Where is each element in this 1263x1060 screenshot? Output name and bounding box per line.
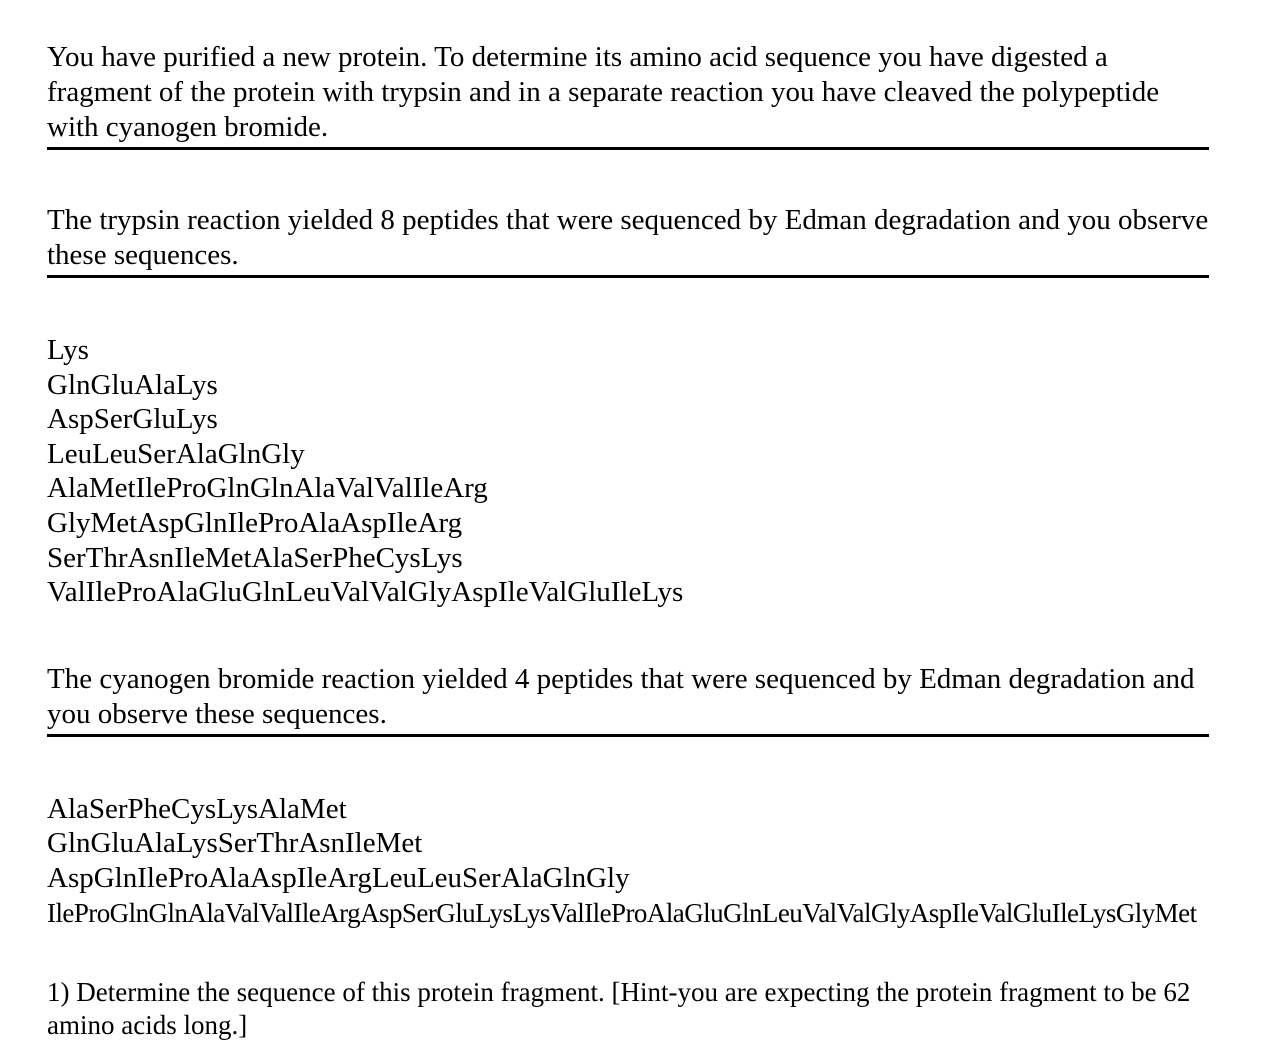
trypsin-peptide: Lys [47, 334, 89, 366]
cnbr-peptide: GlnGluAlaLysSerThrAsnIleMet [47, 827, 423, 860]
cnbr-intro-paragraph: The cyanogen bromide reaction yielded 4 peptides that were sequenced by Edman degradation and you observe these sequences. [47, 662, 1195, 730]
cnbr-peptide-list [47, 792, 1209, 930]
cnbr-peptide: AlaSerPheCysLysAlaMet [47, 792, 347, 825]
trypsin-peptide: SerThrAsnIleMetAlaSerPheCysLys [47, 541, 463, 574]
trypsin-peptide: AlaMetIleProGlnGlnAlaValValIleArg [47, 472, 488, 505]
intro-paragraph: You have purified a new protein. To determine its amino acid sequence you have digested a fragment of the protein with trypsin and in a separate reaction you have cleaved the polypeptide with cyanogen bromide. [47, 41, 1160, 143]
trypsin-peptide: LeuLeuSerAlaGlnGly [47, 437, 305, 470]
trypsin-peptide-list [47, 333, 1209, 610]
document-page [47, 40, 1209, 1042]
divider-line [47, 275, 1209, 278]
divider-line [47, 734, 1209, 737]
trypsin-peptide: GlnGluAlaLys [47, 368, 218, 401]
trypsin-peptide: ValIleProAlaGluGlnLeuValValGlyAspIleValGluIleLys [47, 576, 684, 609]
cnbr-peptide: IleProGlnGlnAlaValValIleArgAspSerGluLysLysValIleProAlaGluGlnLeuValValGlyAspIleValGluIleLysGlyMet [47, 897, 1197, 928]
trypsin-peptide: AspSerGluLys [47, 403, 218, 436]
cnbr-peptide: AspGlnIleProAlaAspIleArgLeuLeuSerAlaGlnGly [47, 861, 630, 894]
question-text: 1) Determine the sequence of this protein fragment. [Hint-you are expecting the protein fragment to be 62 amino acids long.] [47, 977, 1191, 1041]
trypsin-intro-paragraph: The trypsin reaction yielded 8 peptides that were sequenced by Edman degradation and you observe these sequences. [47, 204, 1209, 271]
divider-line [47, 147, 1209, 150]
trypsin-peptide: GlyMetAspGlnIleProAlaAspIleArg [47, 506, 463, 539]
